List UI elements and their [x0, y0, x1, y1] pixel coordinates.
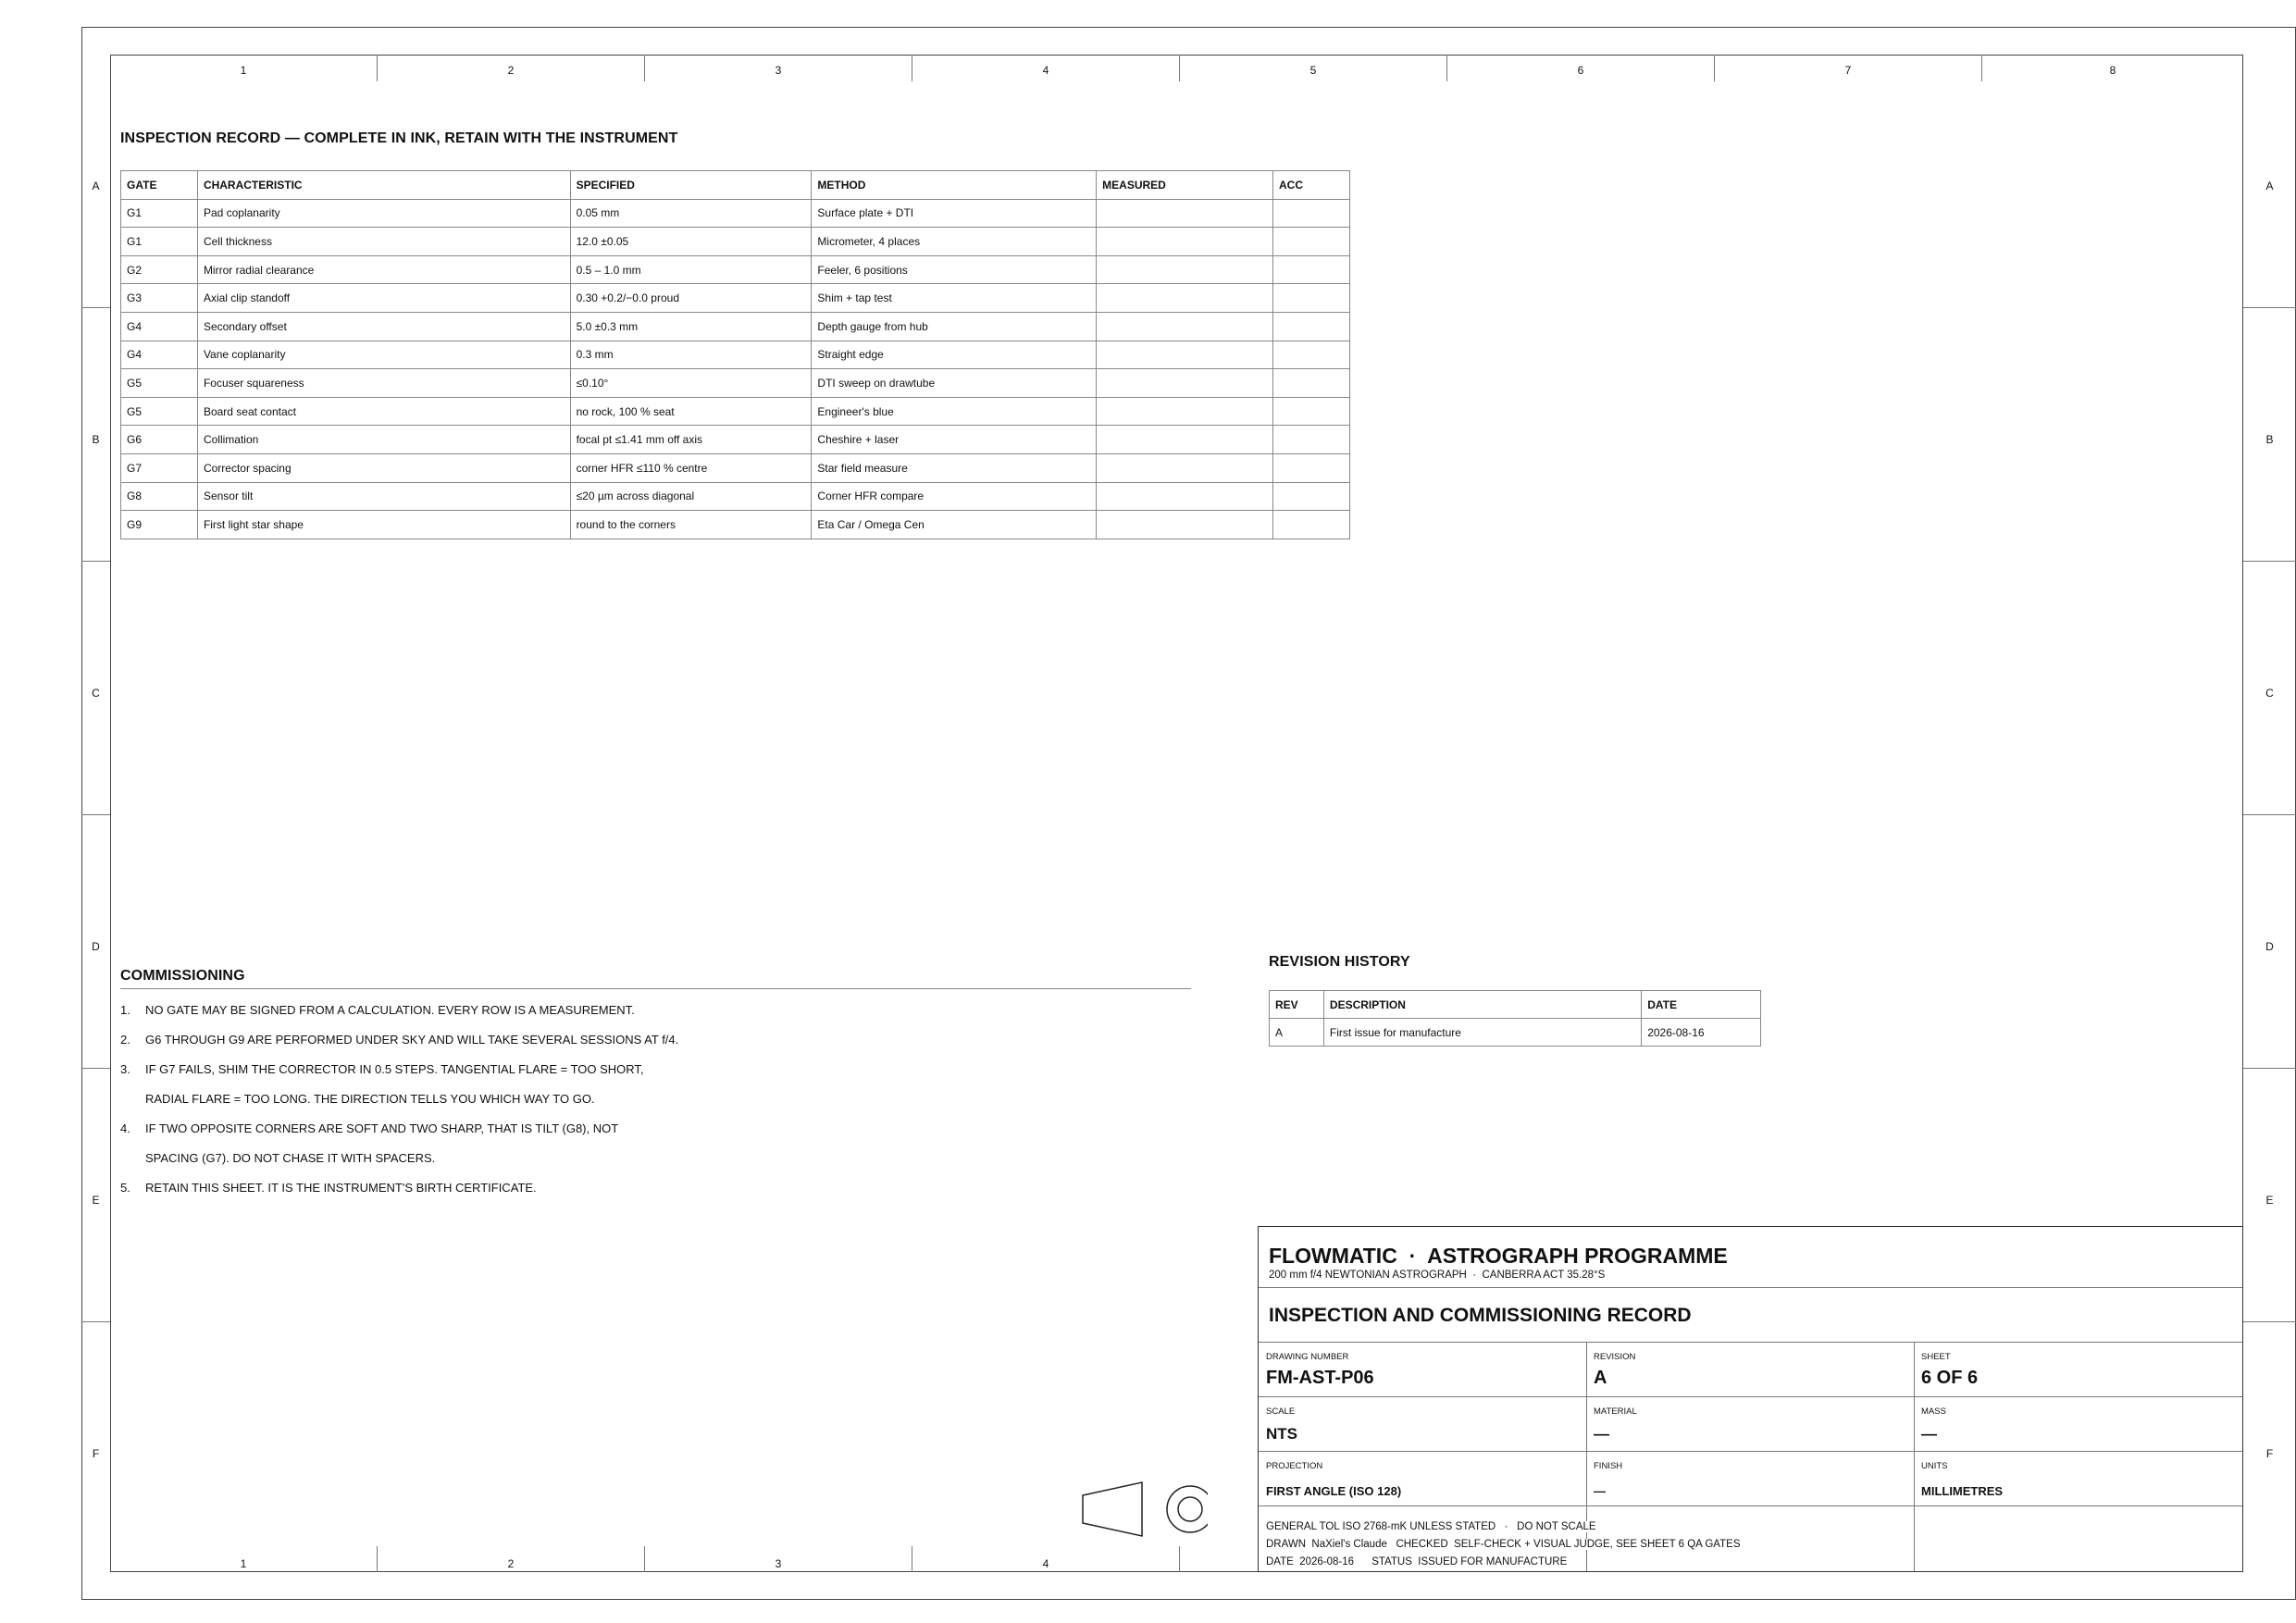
cell-measured[interactable]	[1097, 312, 1273, 341]
cell-acc[interactable]	[1273, 255, 1350, 284]
cell-specified: 0.3 mm	[570, 341, 812, 369]
zone-row-marker: E	[2243, 1069, 2296, 1322]
table-row	[121, 482, 1350, 511]
cell-method: Shim + tap test	[812, 284, 1097, 313]
zone-column-marker: 6	[1447, 55, 1715, 81]
note-line	[120, 1151, 435, 1165]
cell-acc[interactable]	[1273, 453, 1350, 482]
material-label: MATERIAL	[1594, 1406, 1637, 1417]
header-gate: GATE	[121, 171, 198, 200]
note-number: 1.	[120, 1003, 130, 1017]
cell-gate: G9	[121, 511, 198, 539]
cell-method: Engineer's blue	[812, 397, 1097, 426]
divider	[120, 988, 1191, 989]
zone-row-marker: C	[81, 562, 110, 815]
table-row	[121, 453, 1350, 482]
header-measured: MEASURED	[1097, 171, 1273, 200]
cell-characteristic: Mirror radial clearance	[197, 255, 570, 284]
cell-specified: 0.05 mm	[570, 199, 812, 228]
cell-measured[interactable]	[1097, 482, 1273, 511]
table-row	[121, 426, 1350, 454]
table-row	[121, 397, 1350, 426]
cell-characteristic: Collimation	[197, 426, 570, 454]
zone-column-marker: 8	[2109, 64, 2116, 77]
note-line	[120, 1003, 635, 1017]
drawn-checked-note: DRAWN NaXiel's Claude CHECKED SELF-CHECK + VISUAL JUDGE, SEE SHEET 6 QA GATES	[1266, 1539, 1741, 1550]
cell-gate: G2	[121, 255, 198, 284]
cell-specified: 5.0 ±0.3 mm	[570, 312, 812, 341]
header-date: DATE	[1642, 991, 1761, 1019]
units-value: MILLIMETRES	[1921, 1484, 2004, 1498]
zone-row-marker: A	[81, 55, 110, 308]
finish-label: FINISH	[1594, 1461, 1623, 1471]
zone-row-marker: F	[92, 1447, 100, 1460]
title-block	[1258, 1226, 2243, 1572]
sheet-value: 6 OF 6	[1921, 1368, 1979, 1388]
zone-column-marker: 4	[912, 1546, 1180, 1572]
first-angle-projection-icon	[1078, 1479, 1208, 1543]
cell-method: Corner HFR compare	[812, 482, 1097, 511]
mass-label: MASS	[1921, 1406, 1946, 1417]
zone-column-marker: 1	[110, 1546, 378, 1572]
note-number: 3.	[120, 1062, 130, 1076]
cell-characteristic: Sensor tilt	[197, 482, 570, 511]
zone-row-marker: B	[81, 308, 110, 562]
note-line	[120, 1092, 595, 1106]
cell-acc[interactable]	[1273, 369, 1350, 398]
cell-acc[interactable]	[1273, 511, 1350, 539]
zone-column-marker: 2	[378, 1546, 645, 1572]
header-characteristic: CHARACTERISTIC	[197, 171, 570, 200]
cell-method: Surface plate + DTI	[812, 199, 1097, 228]
scale-value: NTS	[1266, 1425, 1297, 1443]
cell-gate: G8	[121, 482, 198, 511]
divider	[1914, 1342, 1915, 1571]
material-value: —	[1594, 1425, 1609, 1443]
projection-label: PROJECTION	[1266, 1461, 1323, 1471]
cell-acc[interactable]	[1273, 341, 1350, 369]
units-label: UNITS	[1921, 1461, 1948, 1471]
cell-method: Straight edge	[812, 341, 1097, 369]
cell-specified: 0.5 – 1.0 mm	[570, 255, 812, 284]
drawing-number: FM-AST-P06	[1266, 1368, 1374, 1388]
cell-method: Micrometer, 4 places	[812, 228, 1097, 256]
table-row	[121, 341, 1350, 369]
header-rev: REV	[1270, 991, 1324, 1019]
note-text: RADIAL FLARE = TOO LONG. THE DIRECTION TELLS YOU WHICH WAY TO GO.	[145, 1092, 595, 1106]
zone-row-marker: A	[2243, 55, 2296, 308]
date-status-note: DATE 2026-08-16 STATUS ISSUED FOR MANUFACTURE	[1266, 1556, 1568, 1567]
cell-characteristic: Board seat contact	[197, 397, 570, 426]
cell-characteristic: Focuser squareness	[197, 369, 570, 398]
revision-value: A	[1594, 1368, 1607, 1388]
zone-column-marker: 5	[1180, 55, 1447, 81]
project-subtitle: 200 mm f/4 NEWTONIAN ASTROGRAPH · CANBERRA ACT 35.28°S	[1269, 1270, 1606, 1281]
cell-specified: 12.0 ±0.05	[570, 228, 812, 256]
cell-measured[interactable]	[1097, 284, 1273, 313]
table-row	[121, 312, 1350, 341]
cell-specified: corner HFR ≤110 % centre	[570, 453, 812, 482]
cell-method: Star field measure	[812, 453, 1097, 482]
zone-column-marker: 2	[378, 55, 645, 81]
zone-row-marker: D	[81, 815, 110, 1069]
zone-row-marker: D	[2243, 815, 2296, 1069]
cell-characteristic: Vane coplanarity	[197, 341, 570, 369]
note-text: IF TWO OPPOSITE CORNERS ARE SOFT AND TWO SHARP, THAT IS TILT (G8), NOT	[145, 1121, 619, 1135]
zone-column-marker: 3	[645, 1546, 912, 1572]
divider	[1259, 1451, 2242, 1452]
table-row	[121, 369, 1350, 398]
cell-method: Eta Car / Omega Cen	[812, 511, 1097, 539]
cell-method: Feeler, 6 positions	[812, 255, 1097, 284]
cell-gate: G3	[121, 284, 198, 313]
note-number: 4.	[120, 1121, 130, 1135]
note-line	[120, 1033, 678, 1047]
zone-row-marker: C	[2243, 562, 2296, 815]
company-name: FLOWMATIC · ASTROGRAPH PROGRAMME	[1269, 1244, 1728, 1268]
cell-characteristic: Pad coplanarity	[197, 199, 570, 228]
cell-method: Depth gauge from hub	[812, 312, 1097, 341]
cell-description: First issue for manufacture	[1323, 1019, 1641, 1047]
cell-gate: G4	[121, 341, 198, 369]
cell-acc[interactable]	[1273, 199, 1350, 228]
cell-characteristic: Corrector spacing	[197, 453, 570, 482]
header-specified: SPECIFIED	[570, 171, 812, 200]
cell-characteristic: Cell thickness	[197, 228, 570, 256]
cell-gate: G5	[121, 369, 198, 398]
revision-history-title: REVISION HISTORY	[1269, 954, 1410, 970]
cell-measured[interactable]	[1097, 255, 1273, 284]
note-text: NO GATE MAY BE SIGNED FROM A CALCULATION. EVERY ROW IS A MEASUREMENT.	[145, 1003, 635, 1017]
note-line	[120, 1062, 644, 1076]
divider	[1586, 1342, 1587, 1571]
cell-acc[interactable]	[1273, 482, 1350, 511]
note-number: 2.	[120, 1033, 130, 1047]
zone-column-marker: 1	[110, 55, 378, 81]
note-line	[120, 1121, 618, 1135]
cell-gate: G1	[121, 228, 198, 256]
note-text: G6 THROUGH G9 ARE PERFORMED UNDER SKY AND WILL TAKE SEVERAL SESSIONS AT f/4.	[145, 1033, 679, 1047]
revision-table	[1269, 990, 1761, 1047]
cell-measured[interactable]	[1097, 397, 1273, 426]
inspection-title: INSPECTION RECORD — COMPLETE IN INK, RETAIN WITH THE INSTRUMENT	[120, 130, 678, 146]
mass-value: —	[1921, 1425, 1937, 1443]
projection-value: FIRST ANGLE (ISO 128)	[1266, 1484, 1402, 1498]
divider	[1259, 1396, 2242, 1397]
note-line	[120, 1181, 537, 1195]
table-row	[1270, 1019, 1761, 1047]
header-method: METHOD	[812, 171, 1097, 200]
table-row	[121, 255, 1350, 284]
revision-label: REVISION	[1594, 1352, 1636, 1362]
zone-row-marker: F	[2265, 1447, 2274, 1460]
zone-column-marker: 7	[1715, 55, 1982, 81]
note-text: SPACING (G7). DO NOT CHASE IT WITH SPACERS.	[145, 1151, 436, 1165]
table-header-row	[1270, 991, 1761, 1019]
cell-acc[interactable]	[1273, 426, 1350, 454]
cell-characteristic: Secondary offset	[197, 312, 570, 341]
general-tolerance-note: GENERAL TOL ISO 2768-mK UNLESS STATED · DO NOT SCALE	[1266, 1521, 1596, 1532]
cell-acc[interactable]	[1273, 397, 1350, 426]
drawing-number-label: DRAWING NUMBER	[1266, 1352, 1349, 1362]
zone-column-marker: 4	[912, 55, 1180, 81]
note-text: RETAIN THIS SHEET. IT IS THE INSTRUMENT'S BIRTH CERTIFICATE.	[145, 1181, 537, 1195]
cell-method: Cheshire + laser	[812, 426, 1097, 454]
cell-measured[interactable]	[1097, 453, 1273, 482]
divider	[1259, 1505, 2242, 1506]
cell-measured[interactable]	[1097, 369, 1273, 398]
sheet-label: SHEET	[1921, 1352, 1951, 1362]
cell-specified: 0.30 +0.2/−0.0 proud	[570, 284, 812, 313]
finish-value: —	[1594, 1484, 1606, 1498]
cell-method: DTI sweep on drawtube	[812, 369, 1097, 398]
cell-specified: round to the corners	[570, 511, 812, 539]
cell-specified: ≤0.10°	[570, 369, 812, 398]
scale-label: SCALE	[1266, 1406, 1296, 1417]
cell-acc[interactable]	[1273, 312, 1350, 341]
cell-measured[interactable]	[1097, 228, 1273, 256]
zone-row-marker: E	[81, 1069, 110, 1322]
table-header-row	[121, 171, 1350, 200]
note-text: IF G7 FAILS, SHIM THE CORRECTOR IN 0.5 STEPS. TANGENTIAL FLARE = TOO SHORT,	[145, 1062, 644, 1076]
cell-measured[interactable]	[1097, 511, 1273, 539]
cell-characteristic: First light star shape	[197, 511, 570, 539]
commissioning-title: COMMISSIONING	[120, 968, 245, 984]
inspection-table	[120, 170, 1350, 539]
cell-gate: G1	[121, 199, 198, 228]
cell-acc[interactable]	[1273, 284, 1350, 313]
table-row	[121, 228, 1350, 256]
note-number: 5.	[120, 1181, 130, 1195]
cell-measured[interactable]	[1097, 199, 1273, 228]
cell-specified: no rock, 100 % seat	[570, 397, 812, 426]
cell-specified: ≤20 µm across diagonal	[570, 482, 812, 511]
cell-gate: G4	[121, 312, 198, 341]
cell-acc[interactable]	[1273, 228, 1350, 256]
divider	[1259, 1287, 2242, 1288]
zone-column-marker: 3	[645, 55, 912, 81]
zone-row-marker: B	[2243, 308, 2296, 562]
header-description: DESCRIPTION	[1323, 991, 1641, 1019]
cell-measured[interactable]	[1097, 341, 1273, 369]
cell-gate: G5	[121, 397, 198, 426]
cell-characteristic: Axial clip standoff	[197, 284, 570, 313]
cell-measured[interactable]	[1097, 426, 1273, 454]
cell-specified: focal pt ≤1.41 mm off axis	[570, 426, 812, 454]
cell-gate: G7	[121, 453, 198, 482]
table-row	[121, 284, 1350, 313]
table-row	[121, 199, 1350, 228]
divider	[1259, 1342, 2242, 1343]
table-row	[121, 511, 1350, 539]
cell-date: 2026-08-16	[1642, 1019, 1761, 1047]
header-acc: ACC	[1273, 171, 1350, 200]
drawing-title: INSPECTION AND COMMISSIONING RECORD	[1269, 1305, 1692, 1326]
cell-rev: A	[1270, 1019, 1324, 1047]
cell-gate: G6	[121, 426, 198, 454]
